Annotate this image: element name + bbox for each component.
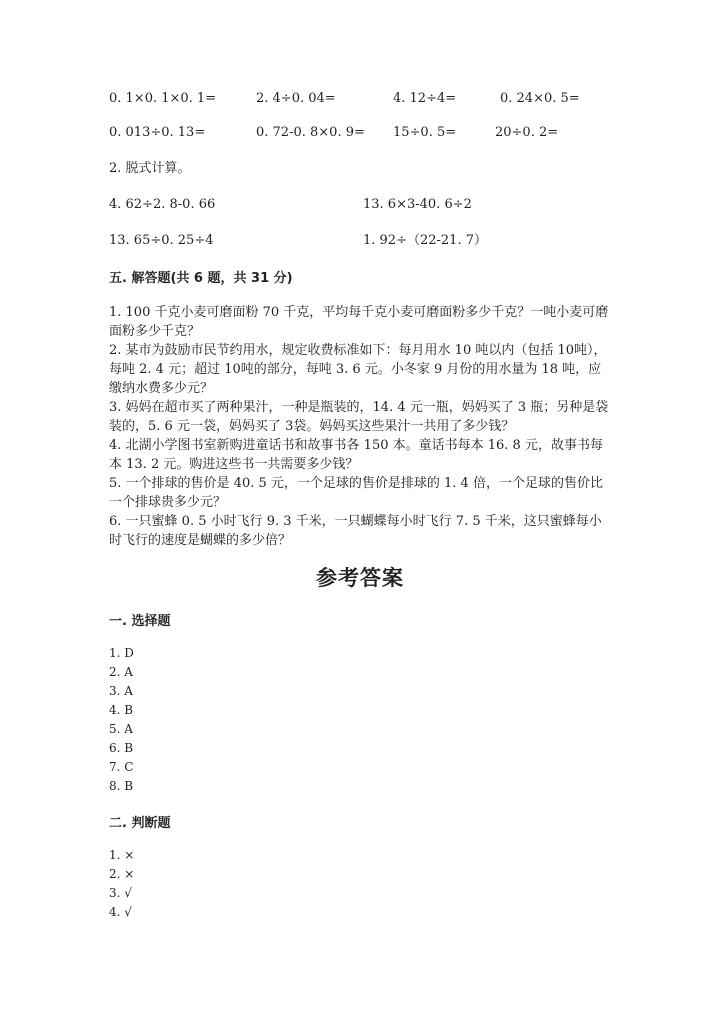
answer-item: 3. A [109, 684, 133, 698]
answer-item: 3. √ [109, 886, 132, 900]
calc-item: 4. 12÷4= [393, 91, 457, 106]
section-5-heading: 五. 解答题(共 6 题，共 31 分) [109, 271, 293, 286]
answer-item: 5. A [109, 722, 133, 736]
calc-item: 0. 72-0. 8×0. 9= [256, 125, 365, 140]
problem-item: 1. 100 千克小麦可磨面粉 70 千克，平均每千克小麦可磨面粉多少千克？一吨小麦可磨面粉多少千克？ [109, 305, 609, 339]
problem-item: 2. 某市为鼓励市民节约用水，规定收费标准如下：每月用水 10 吨以内（包括 10吨），每吨 2. 4 元；超过 10吨的部分，每吨 3. 6 元。小冬家 9 月份的用水量为 18 吨，应缴纳水费多少元？ [109, 343, 607, 396]
answer-item: 2. A [109, 665, 133, 679]
expr-item: 13. 65÷0. 25÷4 [109, 233, 214, 248]
answer-item: 2. × [109, 867, 135, 881]
answer-item: 7. C [109, 760, 134, 774]
calc-item: 15÷0. 5= [393, 125, 457, 140]
answers-section-1-heading: 一. 选择题 [109, 614, 171, 629]
problem-item: 5. 一个排球的售价是 40. 5 元，一个足球的售价是排球的 1. 4 倍，一个足球的售价比一个排球贵多少元？ [109, 476, 603, 510]
problem-item: 6. 一只蜜蜂 0. 5 小时飞行 9. 3 千米，一只蝴蝶每小时飞行 7. 5 千米，这只蜜蜂每小时飞行的速度是蝴蝶的多少倍？ [109, 514, 602, 548]
problem-item: 3. 妈妈在超市买了两种果汁，一种是瓶装的，14. 4 元一瓶，妈妈买了 3 瓶；另种是袋装的，5. 6 元一袋，妈妈买了 3袋。妈妈买这些果汁一共用了多少钱？ [109, 400, 609, 434]
calc-item: 0. 013÷0. 13= [109, 125, 206, 140]
answers-section-2-list [109, 846, 134, 922]
calc-item: 20÷0. 2= [495, 125, 559, 140]
calc-item: 0. 24×0. 5= [500, 91, 580, 106]
problem-item: 4. 北湖小学图书室新购进童话书和故事书各 150 本。童话书每本 16. 8 元，故事书每本 13. 2 元。购进这些书一共需要多少钱？ [109, 438, 603, 472]
answer-item: 1. D [109, 646, 134, 660]
calc-item: 0. 1×0. 1×0. 1= [109, 91, 217, 106]
answers-section-1-list [109, 644, 134, 796]
problem-list [109, 303, 609, 550]
answer-item: 4. √ [109, 905, 132, 919]
answers-title: 参考答案 [316, 566, 404, 590]
expr-item: 4. 62÷2. 8-0. 66 [109, 197, 216, 212]
calc-item: 2. 4÷0. 04= [256, 91, 336, 106]
expr-item: 13. 6×3-40. 6÷2 [363, 197, 472, 212]
answers-section-2-heading: 二. 判断题 [109, 816, 171, 831]
answer-item: 1. × [109, 848, 135, 862]
answer-item: 6. B [109, 741, 134, 755]
answer-item: 8. B [109, 779, 134, 793]
answer-item: 4. B [109, 703, 134, 717]
expr-item: 1. 92÷（22-21. 7） [363, 233, 487, 248]
section-2-title: 2. 脱式计算。 [109, 161, 191, 176]
